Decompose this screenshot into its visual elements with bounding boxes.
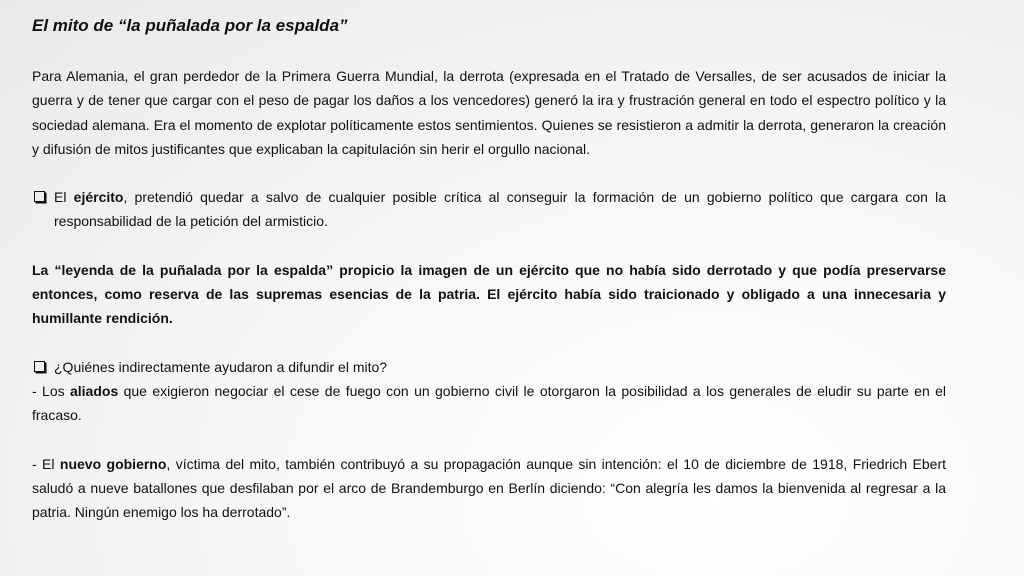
spacer — [32, 428, 946, 452]
bullet-ejercito-prefix: El — [54, 189, 74, 206]
spacer — [32, 234, 946, 258]
spacer — [32, 161, 946, 185]
item-gobierno-rest: , víctima del mito, también contribuyó a su propagación aunque sin intención: el 10 de diciembre de 1918, Friedrich Ebert saludó a nueve batallones que desfilaban por el arco de Brandemburgo en Berlín diciendo: “Con alegría les damos la bienvenida al regresar a la patria. Ningún enemigo los ha derrotado”. — [32, 455, 947, 521]
bold-paragraph — [32, 258, 946, 331]
slide-content — [32, 14, 946, 524]
bullet-ejercito-bold: ejército — [73, 189, 124, 206]
bullet-ejercito-text — [54, 185, 946, 234]
item-gobierno-bold: nuevo gobierno — [59, 455, 167, 472]
checkbox-bullet-icon — [32, 355, 54, 379]
bullet-ejercito-rest: , pretendió quedar a salvo de cualquier posible crítica al conseguir la formación de un gobierno político que cargara con la responsabilidad de la petición del armisticio. — [54, 189, 947, 230]
bullet-ejercito — [32, 185, 946, 234]
slide-title: El mito de “la puñalada por la espalda” — [32, 16, 348, 35]
spacer — [32, 331, 946, 355]
bold-paragraph-text: La “leyenda de la puñalada por la espalda” propicio la imagen de un ejército que no había sido derrotado y que podía preservarse entonces, como reserva de las supremas esencias de la patria. El ejército había sido traicionado y obligado a una innecesaria y humillante rendición. — [32, 261, 946, 327]
item-aliados — [32, 379, 946, 428]
bullet-question — [32, 355, 946, 379]
item-gobierno — [32, 452, 946, 525]
bullet-question-text: ¿Quiénes indirectamente ayudaron a difundir el mito? — [54, 358, 388, 375]
item-gobierno-prefix: - El — [32, 455, 60, 472]
item-aliados-rest: que exigieron negociar el cese de fuego con un gobierno civil le otorgaron la posibilidad a los generales de eludir su parte en el fracaso. — [32, 382, 946, 424]
item-aliados-prefix: - Los — [32, 382, 70, 399]
intro-paragraph: Para Alemania, el gran perdedor de la Primera Guerra Mundial, la derrota (expresada en el Tratado de Versalles, de ser acusados de iniciar la guerra y de tener que cargar con el peso de pagar los daños a los vencedores) generó la ira y frustración general en todo el espectro político y la sociedad alemana. Era el momento de explotar políticamente estos sentimientos. Quienes se resistieron a admitir la derrota, generaron la creación y difusión de mitos justificantes que explicaban la capitulación sin herir el orgullo nacional. — [32, 68, 946, 157]
item-aliados-bold: aliados — [69, 382, 119, 399]
checkbox-bullet-icon — [32, 185, 54, 209]
